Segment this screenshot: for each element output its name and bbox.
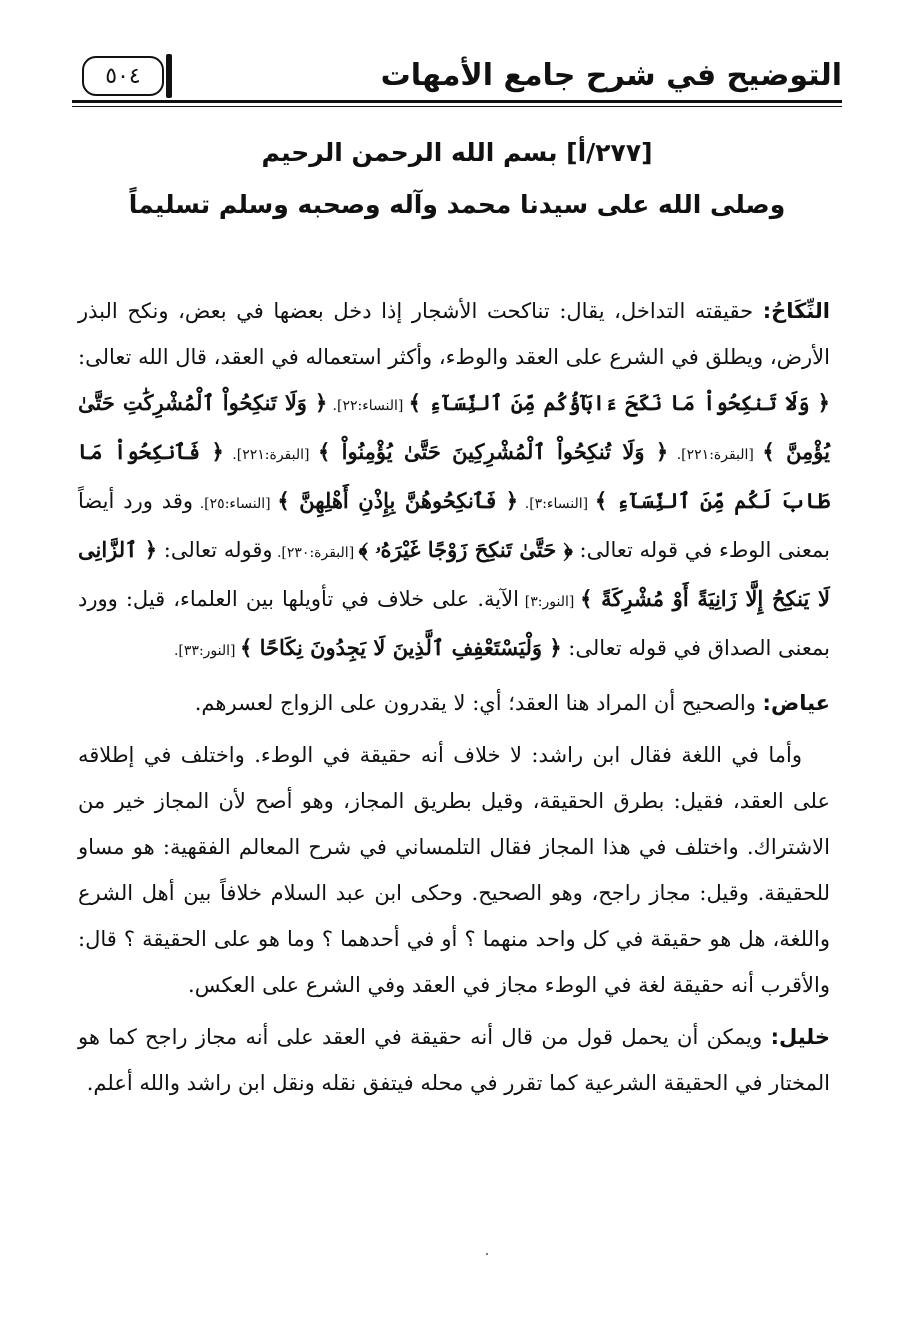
paragraph-text: وقوله تعالى: xyxy=(157,538,273,562)
paragraph-text: ويمكن أن يحمل قول من قال أنه حقيقة في العقد على أنه مجاز راجح كما هو المختار في الحقيقة الشرعية كما تقرر في محله فيتفق نقله ونقل ابن راشد والله أعلم. xyxy=(78,1025,830,1095)
paragraph-language xyxy=(78,732,830,1008)
quran-verse: ﴿ وَلَا تُنكِحُواْ ٱلْمُشْرِكِينَ حَتَّىٰ يُؤْمِنُواْ ﴾ xyxy=(317,439,669,464)
paragraph-nikah xyxy=(78,288,830,674)
paragraph-text: وقد ورد أيضاً بمعنى الوطء في قوله تعالى: xyxy=(78,489,831,562)
verse-reference: [النساء:٣]. xyxy=(518,496,595,512)
paragraph-text: الآية. على خلاف في تأويلها بين العلماء، قيل: وورد بمعنى الصداق في قوله تعالى: xyxy=(78,587,830,660)
term-khalil: خليل: xyxy=(770,1025,830,1049)
verse-reference: [البقرة:٢٢١]. xyxy=(668,447,763,463)
paragraph-text: وأما في اللغة فقال ابن راشد: لا خلاف أنه حقيقة في الوطء. واختلف في إطلاقه على العقد، فقيل: بطرق الحقيقة، وقيل بطريق المجاز، وهو أصح لأن المجاز خير من الاشتراك. واختلف في هذا المجاز فقال التلمساني في شرح المعالم الفقهية: هو مساو للحقيقة. وقيل: مجاز راجح، وهو الصحيح. وحكى ابن عبد السلام خلافاً بين أهل الشرع واللغة، هل هو حقيقة في كل واحد منهما ؟ أو في أحدهما ؟ وما هو على الحقيقة ؟ قال: والأقرب أنه حقيقة لغة في الوطء مجاز في العقد وفي الشرع على العكس. xyxy=(78,743,830,997)
verse-reference: [النساء:٢٢]. xyxy=(327,398,409,414)
paragraph-khalil xyxy=(78,1014,830,1106)
quran-verse: ﴿ وَلَا تَنكِحُواْ مَا نَكَحَ ءَابَآؤُكُم مِّنَ ٱلنِّسَآءِ ﴾ xyxy=(408,390,830,415)
paragraph-text: والصحيح أن المراد هنا العقد؛ أي: لا يقدرون على الزواج لعسرهم. xyxy=(194,691,763,715)
body-text xyxy=(78,288,830,1106)
paragraph-iyad xyxy=(78,680,830,726)
page-number: ٥٠٤ xyxy=(82,56,164,96)
header-rule xyxy=(72,100,842,103)
running-title: التوضيح في شرح جامع الأمهات xyxy=(380,58,842,93)
verse-reference: [النور:٣] xyxy=(518,594,581,610)
term-nikah: النِّكَاحُ: xyxy=(762,299,830,323)
paragraph-text: حقيقته التداخل، يقال: تناكحت الأشجار إذا دخل بعضها في بعض، ونكح البذر الأرض، ويطلق في الشرع على العقد والوطء، وأكثر استعماله في العقد، قال الله تعالى: xyxy=(78,299,830,369)
page-header xyxy=(72,52,842,108)
verse-reference: [النساء:٢٥]. xyxy=(193,496,278,512)
quran-verse: ﴿ فَٱنكِحُواْ مَا طَابَ لَكُم مِّنَ ٱلنِّسَآءِ ﴾ xyxy=(78,439,831,513)
verse-reference: [البقرة:٢٢١]. xyxy=(223,447,318,463)
salutation-heading: وصلى الله على سيدنا محمد وآله وصحبه وسلم تسليماً xyxy=(128,190,786,219)
verse-reference: [النور:٣٣]. xyxy=(173,643,240,659)
basmala-heading: [٢٧٧/أ] بسم الله الرحمن الرحيم xyxy=(261,138,653,167)
term-iyad: عياض: xyxy=(762,691,830,715)
header-rule-thin xyxy=(72,106,842,107)
quran-verse: ﴿ فَٱنكِحُوهُنَّ بِإِذْنِ أَهْلِهِنَّ ﴾ xyxy=(277,488,519,513)
verse-reference: [البقرة:٢٣٠]. xyxy=(272,545,359,561)
quran-verse: ﴿ وَلْيَسْتَعْفِفِ ٱلَّذِينَ لَا يَجِدُونَ نِكَاحًا ﴾ xyxy=(239,635,562,660)
quran-verse: ﴿ وَلَا تَنكِحُواْ ٱلْمُشْرِكَٰتِ حَتَّىٰ يُؤْمِنَّ ﴾ xyxy=(78,390,831,464)
footer-mark xyxy=(486,1253,488,1255)
quran-verse: ﴿ حَتَّىٰ تَنكِحَ زَوْجًا غَيْرَهُۥ ﴾ xyxy=(358,537,573,562)
quran-verse: ﴿ ٱلزَّانِى لَا يَنكِحُ إِلَّا زَانِيَةً أَوْ مُشْرِكَةً ﴾ xyxy=(78,537,830,611)
